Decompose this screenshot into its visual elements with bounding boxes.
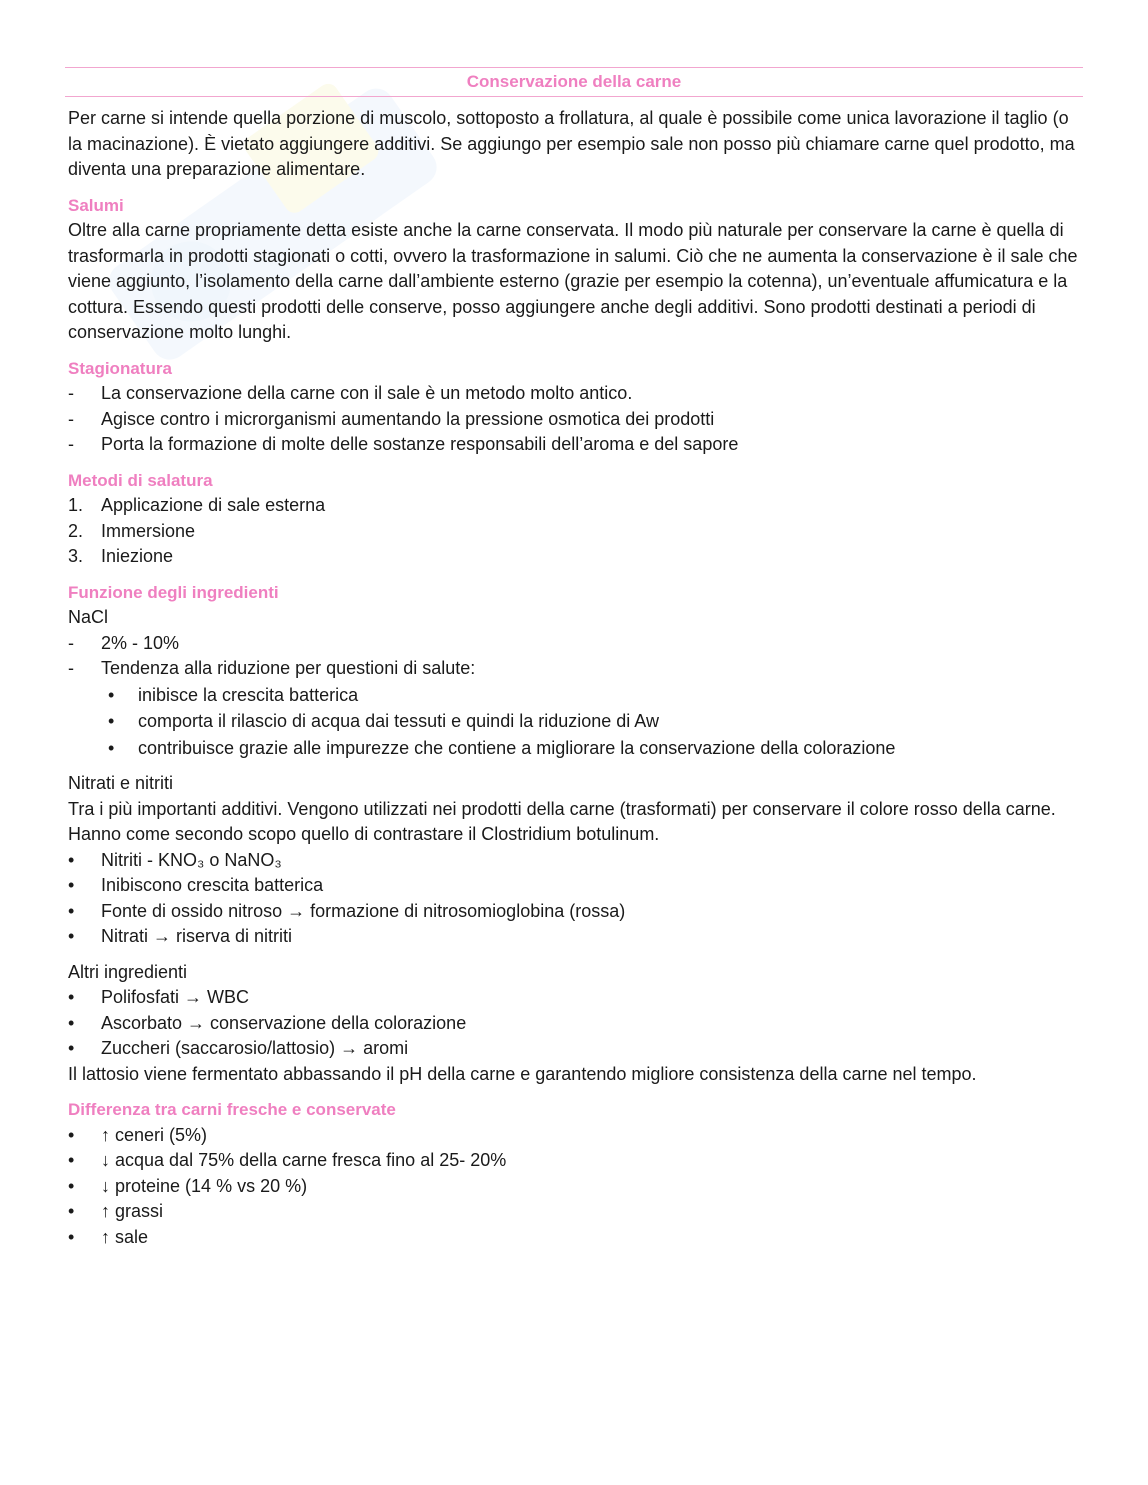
nitrati-paragraph: Tra i più importanti additivi. Vengono utilizzati nei prodotti della carne (trasformati) per conservare il colore rosso della carne. Hanno come secondo scopo quello di contrastare il Clostridium botulinum. xyxy=(68,798,1056,844)
bullet-marker: • xyxy=(68,926,75,946)
number-marker: 2. xyxy=(68,520,84,541)
list-item: • Fonte di ossido nitroso → formazione di nitrosomioglobina (rossa) xyxy=(68,899,1080,925)
list-item: • Zuccheri (saccarosio/lattosio) → aromi xyxy=(68,1036,1080,1062)
list-item: - Tendenza alla riduzione per questioni di salute: xyxy=(68,656,1080,682)
altri-label: Altri ingredienti xyxy=(68,961,188,982)
list-item: - Agisce contro i microrganismi aumentando la pressione osmotica dei prodotti xyxy=(68,407,1080,433)
bullet-marker: • xyxy=(68,1124,75,1145)
list-item: • Ascorbato → conservazione della colorazione xyxy=(68,1011,1080,1037)
number-marker: 1. xyxy=(68,495,84,515)
dash-marker: - xyxy=(68,434,74,454)
page-title: Conservazione della carne xyxy=(466,72,682,91)
altri-list xyxy=(68,985,1080,1062)
bullet-marker: • xyxy=(68,1012,75,1033)
nacl-list xyxy=(68,631,1080,682)
document-body xyxy=(68,106,1080,1250)
list-item: • ↑ grassi xyxy=(68,1199,1080,1225)
list-item: • Nitriti - KNO₃ o NaNO₃ xyxy=(68,848,1080,874)
nitrati-label: Nitrati e nitriti xyxy=(68,773,174,793)
list-item: 2. Immersione xyxy=(68,519,1080,545)
bullet-marker: • xyxy=(68,1175,75,1196)
bullet-marker: • xyxy=(68,849,75,870)
bullet-marker: • xyxy=(68,1150,75,1170)
list-item: • Inibiscono crescita batterica xyxy=(68,873,1080,899)
bullet-marker: • xyxy=(68,875,75,895)
sub-list-item: • comporta il rilascio di acqua dai tessuti e quindi la riduzione di Aw xyxy=(68,708,1080,735)
sub-list-item: • inibisce la crescita batterica xyxy=(68,682,1080,709)
metodi-list xyxy=(68,493,1080,570)
heading-salumi: Salumi xyxy=(68,195,124,215)
differenza-list xyxy=(68,1123,1080,1251)
list-item: 1. Applicazione di sale esterna xyxy=(68,493,1080,519)
nacl-sublist xyxy=(68,682,1080,762)
dash-marker: - xyxy=(68,658,74,678)
bullet-marker: • xyxy=(108,737,115,758)
nacl-label: NaCl xyxy=(68,607,109,627)
list-item: - La conservazione della carne con il sale è un metodo molto antico. xyxy=(68,381,1080,407)
list-item: • ↓ proteine (14 % vs 20 %) xyxy=(68,1174,1080,1200)
heading-stagionatura: Stagionatura xyxy=(68,358,172,378)
list-item: • ↑ sale xyxy=(68,1225,1080,1251)
list-item: • ↓ acqua dal 75% della carne fresca fino al 25- 20% xyxy=(68,1148,1080,1174)
dash-marker: - xyxy=(68,408,74,429)
sub-list-item: • contribuisce grazie alle impurezze che contiene a migliorare la conservazione della colorazione xyxy=(68,735,1080,762)
list-item: • Polifosfati → WBC xyxy=(68,985,1080,1011)
list-item: 3. Iniezione xyxy=(68,544,1080,570)
stagionatura-list xyxy=(68,381,1080,458)
bullet-marker: • xyxy=(108,711,115,731)
heading-metodi: Metodi di salatura xyxy=(68,470,213,490)
intro-paragraph: Per carne si intende quella porzione di muscolo, sottoposto a frollatura, al quale è possibile come unica lavorazione il taglio (o la macinazione). È vietato aggiungere additivi. Se aggiungo per esempio sale non posso più chiamare carne quel prodotto, ma diventa una preparazione alimentare. xyxy=(68,108,1075,179)
lattosio-paragraph: Il lattosio viene fermentato abbassando il pH della carne e garantendo migliore consistenza della carne nel tempo. xyxy=(68,1063,977,1084)
bullet-marker: • xyxy=(68,1201,75,1221)
list-item: - 2% - 10% xyxy=(68,631,1080,657)
list-item: • Nitrati → riserva di nitriti xyxy=(68,924,1080,950)
bullet-marker: • xyxy=(68,1038,75,1058)
dash-marker: - xyxy=(68,632,74,653)
dash-marker: - xyxy=(68,383,74,403)
title-bar xyxy=(65,67,1083,97)
number-marker: 3. xyxy=(68,546,84,566)
bullet-marker: • xyxy=(108,684,115,705)
bullet-marker: • xyxy=(68,987,75,1007)
heading-differenza: Differenza tra carni fresche e conservate xyxy=(68,1100,396,1119)
list-item: - Porta la formazione di molte delle sostanze responsabili dell’aroma e del sapore xyxy=(68,432,1080,458)
nitrati-list xyxy=(68,848,1080,950)
bullet-marker: • xyxy=(68,1226,75,1247)
bullet-marker: • xyxy=(68,900,75,921)
salumi-paragraph: Oltre alla carne propriamente detta esiste anche la carne conservata. Il modo più naturale per conservare la carne è quella di trasformarla in prodotti stagionati o cotti, ovvero la trasformazione in salumi. Ciò che ne aumenta la conservazione è il sale che viene aggiunto, l’isolamento della carne dall’ambiente esterno (grazie per esempio la cotenna), un’eventuale affumicatura e la cottura. Essendo questi prodotti delle conserve, posso aggiungere anche degli additivi. Sono prodotti destinati a periodi di conservazione molto lunghi. xyxy=(68,220,1078,342)
list-item: • ↑ ceneri (5%) xyxy=(68,1123,1080,1149)
heading-funzione: Funzione degli ingredienti xyxy=(68,582,279,602)
